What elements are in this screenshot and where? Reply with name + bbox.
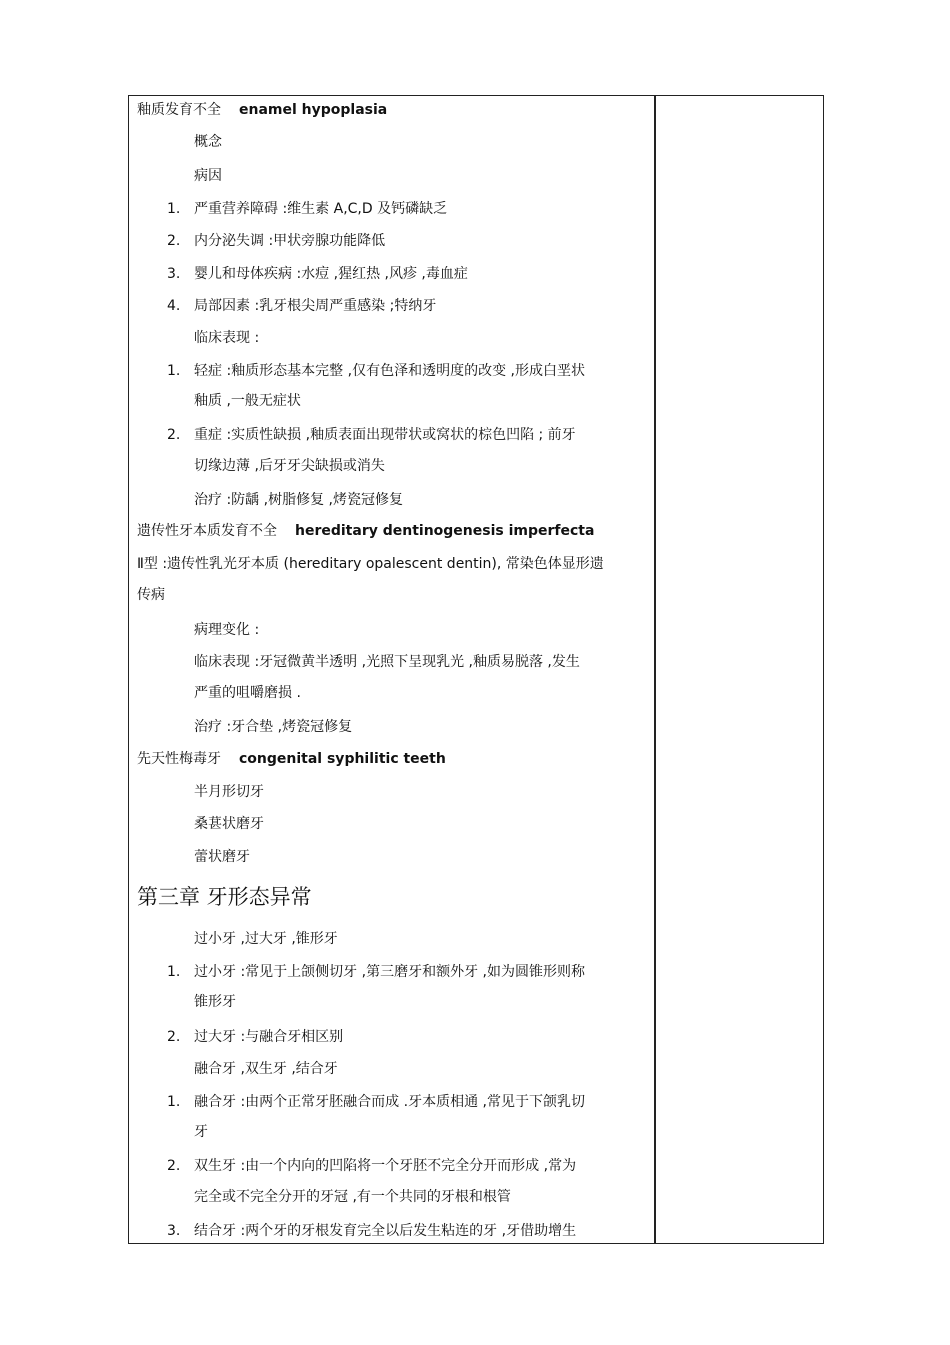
subsection-head: 融合牙 ,双生牙 ,结合牙	[194, 1061, 338, 1077]
title-en: hereditary dentinogenesis imperfecta	[295, 523, 595, 539]
title-zh: 遗传性牙本质发育不全	[137, 523, 277, 539]
list-number: 2.	[167, 233, 181, 249]
cause-label: 病因	[194, 168, 222, 184]
list-item-continued: 完全或不完全分开的牙冠 ,有一个共同的牙根和根管	[194, 1189, 511, 1205]
list-number: 1.	[167, 1094, 181, 1110]
list-number: 4.	[167, 298, 181, 314]
title-en: enamel hypoplasia	[239, 102, 388, 118]
treatment-line: 治疗 :牙合垫 ,烤瓷冠修复	[194, 719, 353, 735]
list-item: 蕾状磨牙	[194, 849, 250, 865]
list-item: 严重营养障碍 :维生素 A,C,D 及钙磷缺乏	[194, 201, 448, 217]
list-number: 1.	[167, 363, 181, 379]
list-item: 内分泌失调 :甲状旁腺功能降低	[194, 233, 386, 249]
list-number: 1.	[167, 964, 181, 980]
concept-label: 概念	[194, 134, 222, 150]
treatment-line: 治疗 :防龋 ,树脂修复 ,烤瓷冠修复	[194, 492, 403, 508]
list-number: 2.	[167, 1158, 181, 1174]
list-number: 3.	[167, 1223, 181, 1239]
list-number: 3.	[167, 266, 181, 282]
list-item: 结合牙 :两个牙的牙根发育完全以后发生粘连的牙 ,牙借助增生	[194, 1223, 577, 1239]
column-divider	[654, 96, 656, 1243]
list-item-continued: 切缘边薄 ,后牙牙尖缺损或消失	[194, 458, 385, 474]
table-frame	[128, 95, 824, 1244]
list-item: 过大牙 :与融合牙相区别	[194, 1029, 344, 1045]
clinical-line: 临床表现 :牙冠微黄半透明 ,光照下呈现乳光 ,釉质易脱落 ,发生	[194, 654, 580, 670]
list-item: 融合牙 :由两个正常牙胚融合而成 .牙本质相通 ,常见于下颌乳切	[194, 1094, 585, 1110]
section-title-syphilitic	[137, 751, 446, 767]
list-number: 2.	[167, 427, 181, 443]
list-item: 局部因素 :乳牙根尖周严重感染 ;特纳牙	[194, 298, 437, 314]
list-number: 2.	[167, 1029, 181, 1045]
list-item-continued: 锥形牙	[194, 994, 236, 1010]
list-item-continued: 牙	[194, 1124, 208, 1140]
list-item-continued: 釉质 ,一般无症状	[194, 393, 301, 409]
subsection-head: 过小牙 ,过大牙 ,锥形牙	[194, 931, 338, 947]
clinical-line-continued: 严重的咀嚼磨损 .	[194, 685, 301, 701]
type-line: Ⅱ型 :遗传性乳光牙本质 (hereditary opalescent dentin), 常染色体显形遗	[137, 556, 604, 572]
title-en: congenital syphilitic teeth	[239, 751, 446, 767]
type-line-continued: 传病	[137, 587, 165, 603]
pathology-label: 病理变化 :	[194, 622, 260, 638]
chapter-title: 第三章 牙形态异常	[137, 885, 312, 909]
title-zh: 釉质发育不全	[137, 102, 221, 118]
list-item: 过小牙 :常见于上颌侧切牙 ,第三磨牙和额外牙 ,如为圆锥形则称	[194, 964, 585, 980]
title-zh: 先天性梅毒牙	[137, 751, 221, 767]
section-title-enamel	[137, 102, 387, 118]
list-item: 婴儿和母体疾病 :水痘 ,猩红热 ,风疹 ,毒血症	[194, 266, 468, 282]
list-item: 双生牙 :由一个内向的凹陷将一个牙胚不完全分开而形成 ,常为	[194, 1158, 577, 1174]
list-item: 半月形切牙	[194, 784, 264, 800]
clinical-label: 临床表现 :	[194, 330, 260, 346]
list-number: 1.	[167, 201, 181, 217]
list-item: 桑葚状磨牙	[194, 816, 264, 832]
section-title-dentin	[137, 523, 594, 539]
list-item: 轻症 :釉质形态基本完整 ,仅有色泽和透明度的改变 ,形成白垩状	[194, 363, 585, 379]
list-item: 重症 :实质性缺损 ,釉质表面出现带状或窝状的棕色凹陷 ; 前牙	[194, 427, 576, 443]
